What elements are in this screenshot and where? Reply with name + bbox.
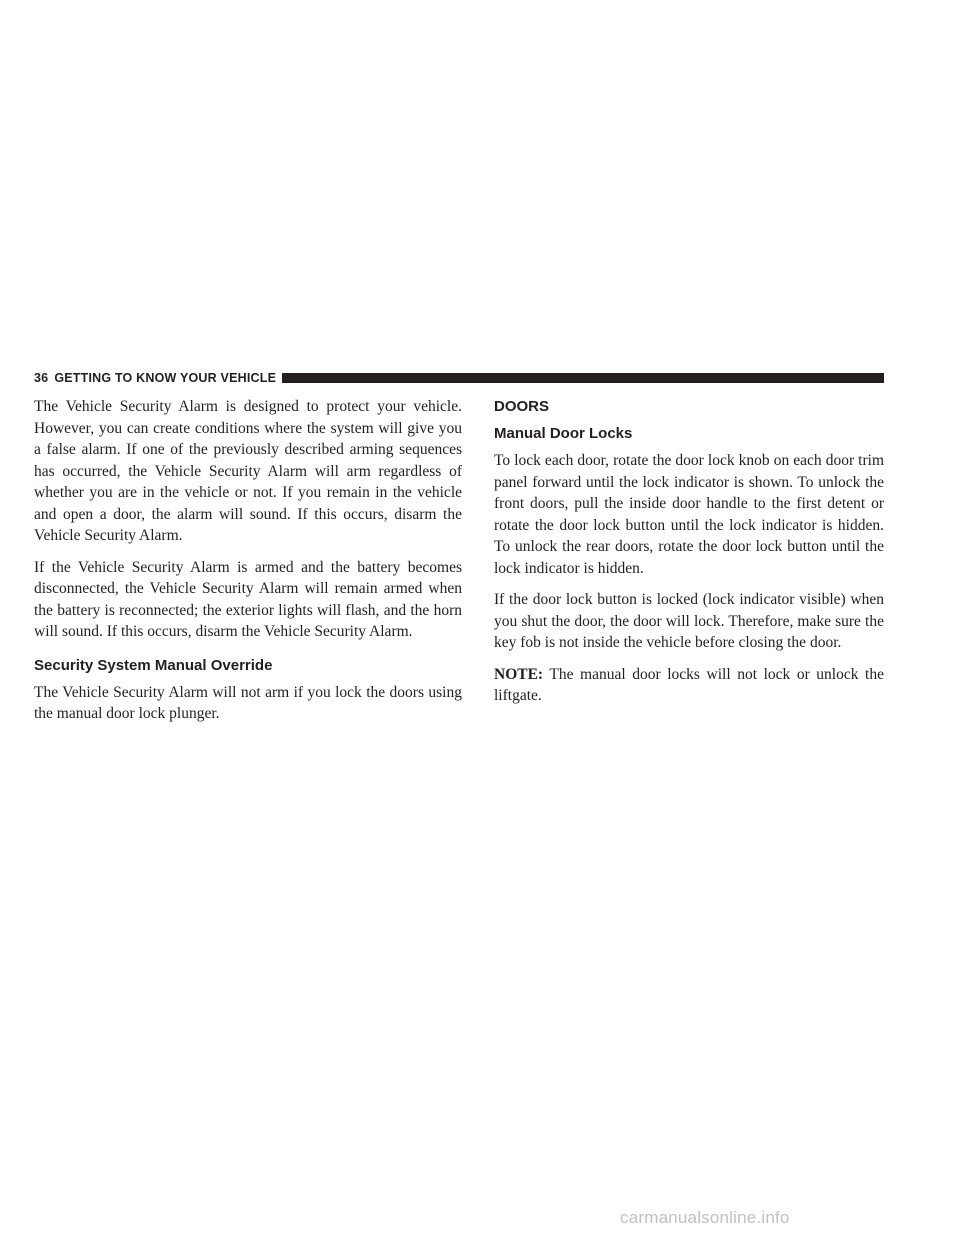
heading-manual-override: Security System Manual Override xyxy=(34,656,273,674)
paragraph-battery-disconnect: If the Vehicle Security Alarm is armed and the battery becomes disconnected, the Vehicle Security Alarm will remain armed when the battery is reconnected; the exterior lights will flash, and the horn will sound. If this occurs, disarm the Vehicle Security Alarm. xyxy=(34,558,462,640)
paragraph-manual-override: The Vehicle Security Alarm will not arm if you lock the doors using the manual door lock plunger. xyxy=(34,683,462,722)
paragraph-false-alarm: The Vehicle Security Alarm is designed to protect your vehicle. However, you can create conditions where the system will give you a false alarm. If one of the previously described arming sequences has occurred, the Vehicle Security Alarm will arm regardless of whether you are in the vehicle or not. If you remain in the vehicle and open a door, the alarm will sound. If this occurs, disarm the Vehicle Security Alarm. xyxy=(34,398,462,544)
heading-doors: DOORS xyxy=(494,398,550,415)
note-paragraph xyxy=(494,664,884,707)
watermark: carmanualsonline.info xyxy=(620,1208,790,1227)
left-column xyxy=(34,396,462,735)
paragraph-lock-warning: If the door lock button is locked (lock indicator visible) when you shut the door, the door will lock. Therefore, make sure the key fob is not inside the vehicle before closing the door. xyxy=(494,591,884,651)
note-text: The manual door locks will not lock or unlock the liftgate. xyxy=(494,665,884,704)
page-header xyxy=(34,370,884,386)
right-column xyxy=(494,396,884,717)
heading-manual-door-locks: Manual Door Locks xyxy=(494,425,633,442)
paragraph-lock-procedure: To lock each door, rotate the door lock knob on each door trim panel forward until the lock indicator is shown. To unlock the front doors, pull the inside door handle to the first detent or rotate the door lock button until the lock indicator is hidden. To unlock the rear doors, rotate the door lock button until the lock indicator is hidden. xyxy=(494,452,884,577)
section-title: GETTING TO KNOW YOUR VEHICLE xyxy=(54,371,277,385)
page-number: 36 xyxy=(34,371,49,385)
header-text xyxy=(34,371,276,385)
header-rule xyxy=(282,373,884,383)
note-label: NOTE: xyxy=(494,665,544,683)
